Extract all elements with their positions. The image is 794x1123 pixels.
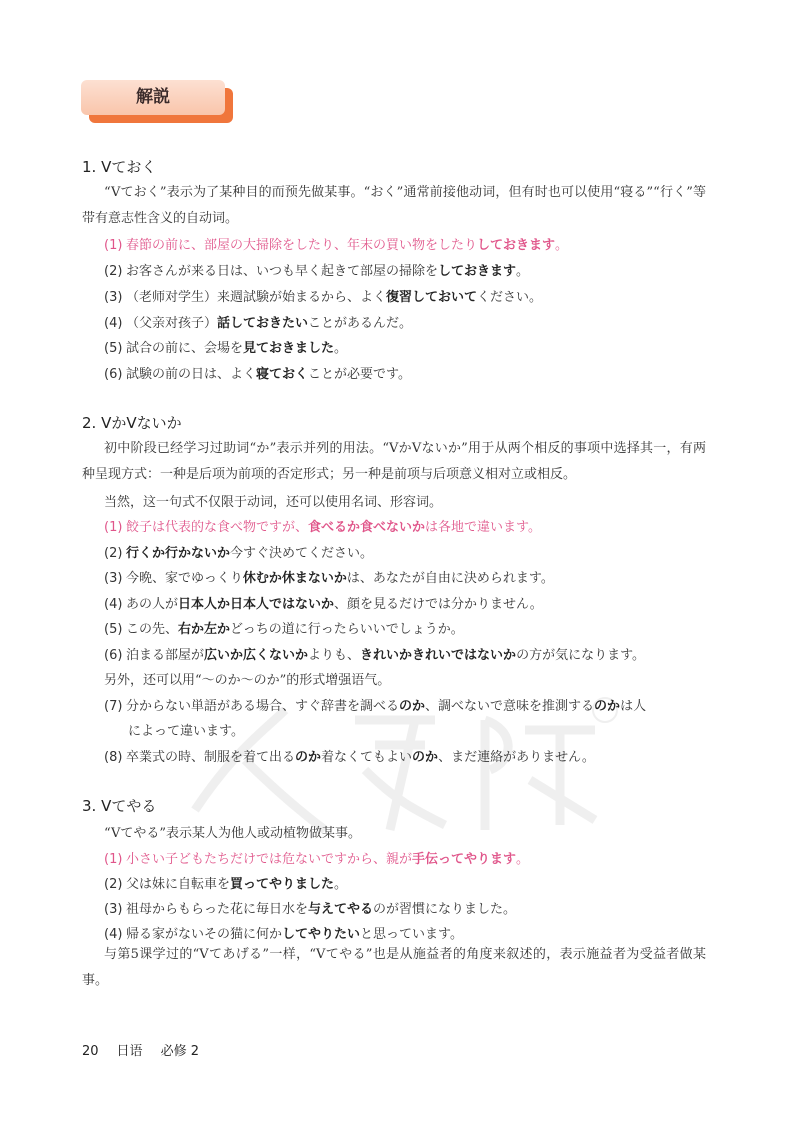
example-line: (3) （老师对学生）来週試験が始まるから、よく復習しておいてください。: [104, 290, 543, 305]
example-line: (3) 今晩、家でゆっくり休むか休まないかは、あなたが自由に決められます。: [104, 571, 554, 586]
example-line: (4) （父亲对孩子）話しておきたいことがあるんだ。: [104, 316, 413, 331]
example-line: (1) 春節の前に、部屋の大掃除をしたり、年末の買い物をしたりしておきます。: [104, 238, 569, 253]
section-badge: [81, 80, 227, 119]
section-intro: “Vてやる”表示某人为他人或动植物做某事。: [104, 826, 362, 841]
example-line: (2) 行くか行かないか今すぐ決めてください。: [104, 546, 374, 561]
example-line: (4) あの人が日本人か日本人ではないか、顔を見るだけでは分かりません。: [104, 597, 543, 612]
section-intro: “Vておく”表示为了某种目的而预先做某事。“おく”通常前接他动词，但有时也可以使用“寝る”“行く”等带有意志性含义的自动词。: [82, 185, 706, 226]
example-line: (8) 卒業式の時、制服を着て出るのか着なくてもよいのか、まだ連絡がありません。: [104, 750, 595, 765]
example-line: (2) 父は妹に自転車を買ってやりました。: [104, 877, 348, 892]
example-line: (5) 試合の前に、会場を見ておきました。: [104, 341, 348, 356]
section-title: 1. Vておく: [82, 158, 157, 176]
example-line: (5) この先、右か左かどっちの道に行ったらいいでしょうか。: [104, 622, 464, 637]
example-line: (2) お客さんが来る日は、いつも早く起きて部屋の掃除をしておきます。: [104, 264, 530, 279]
section-outro: 与第5课学过的“Vてあげる”一样，“Vてやる”也是从施益者的角度来叙述的，表示施益者为受益者做某事。: [82, 947, 706, 988]
example-line: (6) 試験の前の日は、よく寝ておくことが必要です。: [104, 367, 411, 382]
section-intro: 初中阶段已经学习过助词“か”表示并列的用法。“VかVないか”用于从两个相反的事项中选择其一，有两种呈现方式：一种是后项为前项的否定形式；另一种是前项与后项意义相对立或相反。: [82, 441, 706, 482]
page-footer: [82, 1040, 217, 1059]
section-note: 另外，还可以用“～のか～のか”的形式增强语气。: [104, 673, 391, 688]
example-line: (4) 帰る家がないその猫に何かしてやりたいと思っています。: [104, 927, 463, 942]
page-number: 20: [82, 1044, 99, 1059]
example-line: (1) 小さい子どもたちだけでは危ないですから、親が手伝ってやります。: [104, 852, 530, 867]
badge-title: 解説: [81, 80, 225, 115]
book-volume: 必修 2: [160, 1044, 199, 1059]
example-line: (7) 分からない単語がある場合、すぐ辞書を調べるのか、調べないで意味を推測するのかは人: [104, 699, 647, 714]
book-title: 日语: [116, 1044, 143, 1059]
example-line-continuation: によって違います。: [128, 724, 244, 739]
example-line: (6) 泊まる部屋が広いか広くないかよりも、きれいかきれいではないかの方が気になります。: [104, 648, 646, 663]
example-line: (1) 餃子は代表的な食べ物ですが、食べるか食べないかは各地で違います。: [104, 520, 541, 535]
section-note: 当然，这一句式不仅限于动词，还可以使用名词、形容词。: [104, 495, 443, 510]
section-title: 3. Vてやる: [82, 797, 157, 815]
section-title: 2. VかVないか: [82, 414, 182, 432]
example-line: (3) 祖母からもらった花に毎日水を与えてやるのが習慣になりました。: [104, 902, 517, 917]
